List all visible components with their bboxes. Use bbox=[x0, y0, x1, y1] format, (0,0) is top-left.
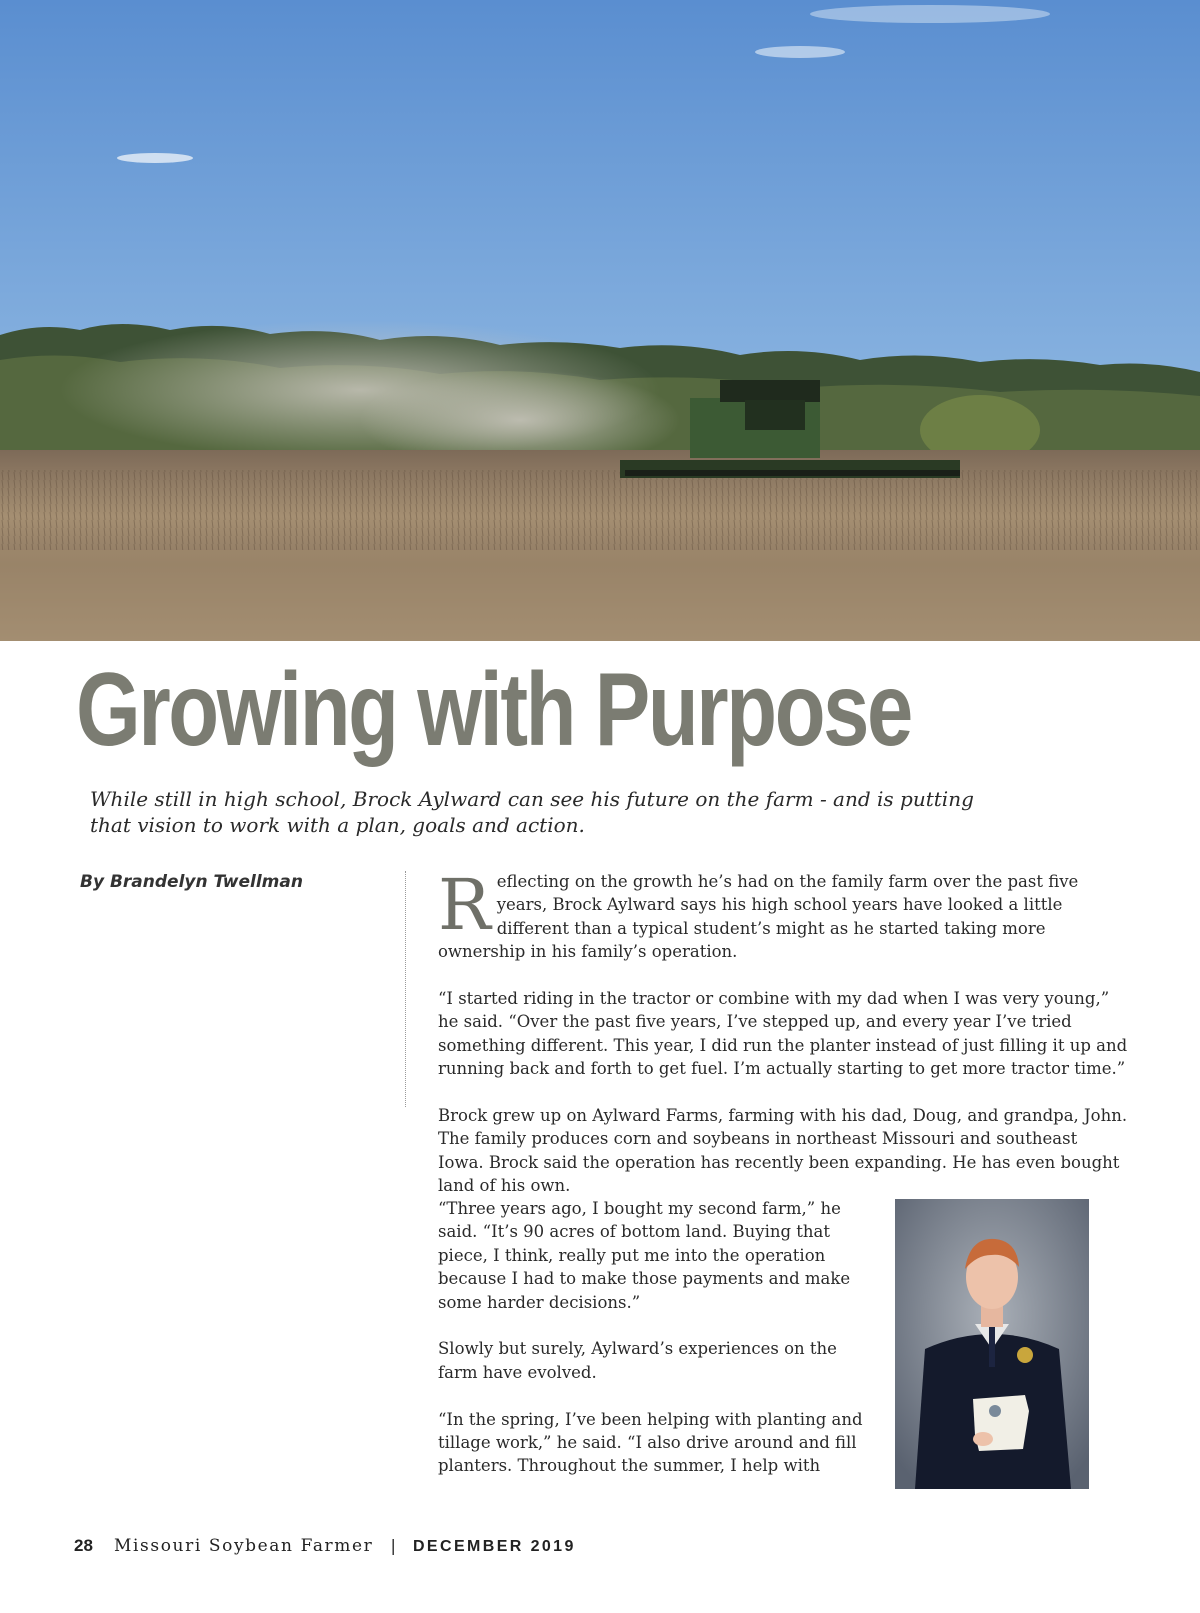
article-dek: While still in high school, Brock Aylward can see his future on the farm - and is putting that vision to work with a plan, goals and action. bbox=[90, 787, 974, 837]
body-paragraph: “I started riding in the tractor or combine with my dad when I was very young,” he said. “Over the past five years, I’ve stepped up, and every year I’ve tried something different. This year, I did run the planter instead of just filling it up and running back and forth to get fuel. I’m actually starting to get more tractor time.” bbox=[438, 989, 1128, 1079]
body-paragraph: “In the spring, I’ve been helping with planting and tillage work,” he said. “I also drive around and fill planters. Throughout the summer, I help with bbox=[438, 1409, 863, 1476]
hero-photo bbox=[0, 0, 1200, 641]
footer-separator: | bbox=[390, 1536, 396, 1555]
drop-cap: R bbox=[438, 864, 491, 946]
lead-paragraph bbox=[438, 864, 1128, 964]
article-body-column bbox=[438, 1197, 870, 1501]
byline: By Brandelyn Twellman bbox=[80, 872, 303, 892]
body-paragraph: Brock grew up on Aylward Farms, farming with his dad, Doug, and grandpa, John. The family produces corn and soybeans in northeast Missouri and southeast Iowa. Brock said the operation has recently been expanding. He has even bought land of his own. bbox=[438, 1106, 1128, 1196]
column-divider bbox=[405, 871, 406, 1107]
page-number: 28 bbox=[74, 1536, 93, 1555]
page-footer bbox=[74, 1536, 576, 1556]
article-title: Growing with Purpose bbox=[76, 652, 911, 768]
issue-date: DECEMBER 2019 bbox=[412, 1538, 576, 1555]
publication-name: Missouri Soybean Farmer bbox=[114, 1536, 374, 1556]
article-body-full-width bbox=[438, 864, 1128, 1221]
body-paragraph: “Three years ago, I bought my second farm,” he said. “It’s 90 acres of bottom land. Buying that piece, I think, really put me into the operation because I had to make those payments and make some harder decisions.” bbox=[438, 1199, 851, 1312]
lead-paragraph-text: eflecting on the growth he’s had on the family farm over the past five years, Brock Aylward says his high school years have looked a little different than a typical student’s might as he started taking more ownership in his family’s operation. bbox=[438, 872, 1079, 962]
body-paragraph: Slowly but surely, Aylward’s experiences on the farm have evolved. bbox=[438, 1339, 837, 1382]
portrait-photo bbox=[895, 1199, 1089, 1489]
